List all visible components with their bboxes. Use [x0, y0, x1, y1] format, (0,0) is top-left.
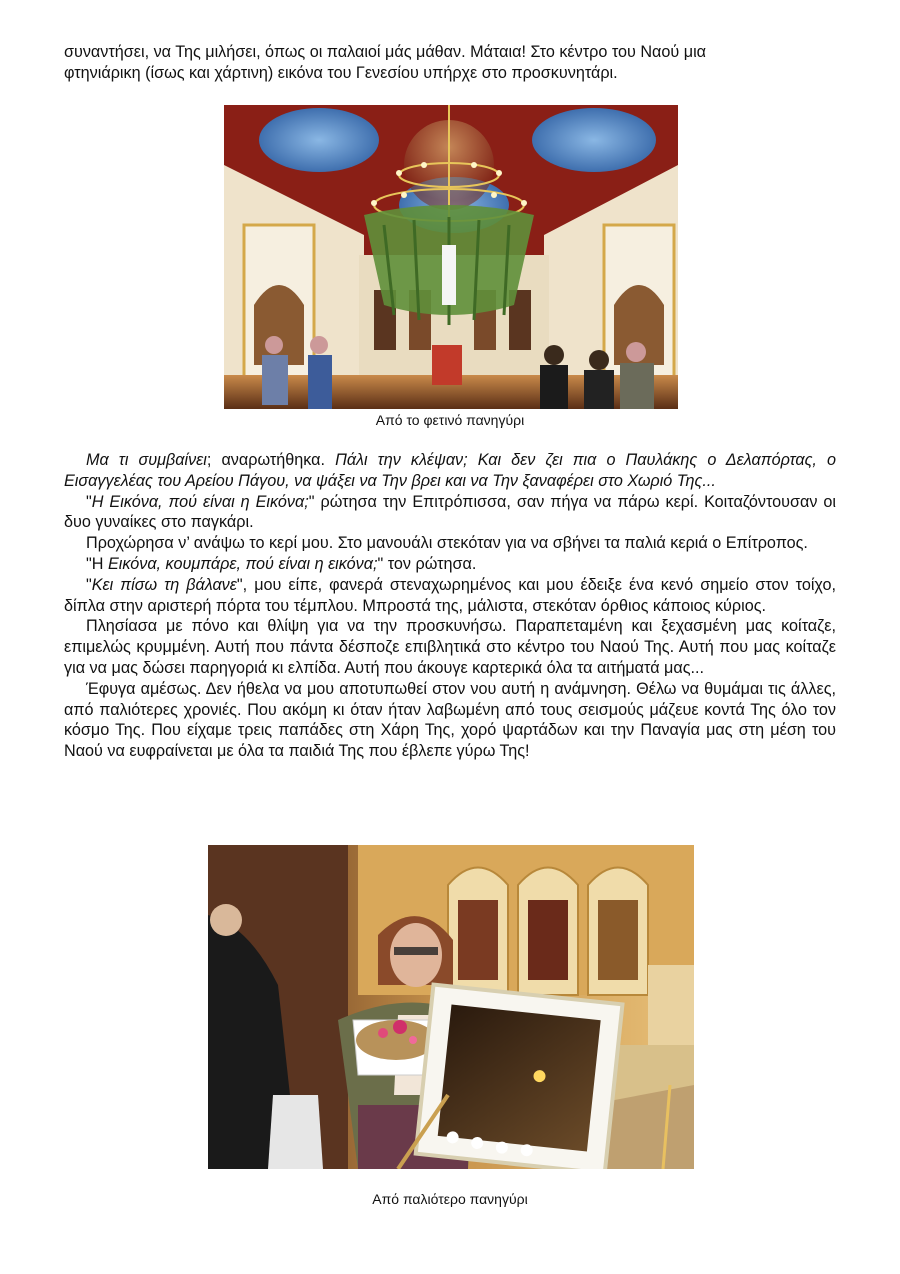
p4-italic-1: Εικόνα, κουμπάρε, πού είναι η εικόνα; — [107, 554, 378, 573]
p2-italic-1: Η Εικόνα, πού είναι η Εικόνα; — [91, 492, 309, 511]
p5-quote: " — [86, 575, 92, 594]
paragraph-5 — [64, 575, 836, 617]
paragraph-3: Προχώρησα ν’ ανάψω το κερί μου. Στο μανουάλι στεκόταν για να σβήνει τα παλιά κεριά ο Επίτροπος. — [86, 534, 808, 553]
intro-text — [64, 42, 836, 84]
p5-italic-1: Κει πίσω τη βάλανε — [91, 575, 237, 594]
p4-text-0: "Η — [86, 554, 108, 573]
paragraph-7: Έφυγα αμέσως. Δεν ήθελα να μου αποτυπωθεί στον νου αυτή η ανάμνηση. Θέλω να θυμάμαι τις άλλες, από παλιότερες χρονιές. Που ακόμη κι όταν ήταν λαβωμένη από τους σεισμούς μάζευε κοντά Της όλο τον κόσμο Της. Που είχαμε τρεις παπάδες στη Χάρη Της, χορό ψαρτάδων και την Παναγία μας στη μέση του Ναού να ευφραίνεται με όλα τα παιδιά Της που έβλεπε γύρω Της! — [64, 679, 836, 761]
p5-text-1: ", μου είπε, φανερά στεναχωρημένος και μου έδειξε ένα κενό σημείο στον τοίχο, δίπλα στην αριστερή πόρτα του τέμπλου. Μπροστά της, μάλιστα, στεκόταν όρθιος κάποιος κύριος. — [64, 575, 836, 615]
photo-2-caption: Από παλιότερο πανηγύρι — [372, 1191, 528, 1207]
intro-line-1: συναντήσει, να Της μιλήσει, όπως οι παλαιοί μάς μάθαν. Μάταια! Στο κέντρο του Ναού μια — [64, 43, 707, 61]
photo-1-caption: Από το φετινό πανηγύρι — [375, 412, 525, 428]
paragraph-2 — [64, 492, 836, 534]
intro-line-2: φτηνιάρικη (ίσως και χάρτινη) εικόνα του Γενεσίου υπήρχε στο προσκυνητάρι. — [64, 63, 618, 82]
paragraph-4 — [64, 554, 836, 575]
p2-quote: " — [86, 492, 92, 511]
p1-text-1: ; αναρωτήθηκα. — [206, 451, 336, 469]
p1-italic-2: Πάλι την κλέψαν; Και δεν ζει πια ο Παυλάκης ο Δελαπόρτας, ο Εισαγγελέας του Αρείου Πάγου, να ψάξει να Την βρει και να Την ξαναφέρει στο Χωριό Της... — [64, 451, 836, 490]
icon-festival-photo — [208, 845, 694, 1169]
paragraph-6: Πλησίασα με πόνο και θλίψη για να την προσκυνήσω. Παραπεταμένη και ξεχασμένη μας κοίταζε, επιμελώς κρυμμένη. Αυτή που πάντα δέσποζε επιβλητικά στο κέντρο του Ναού Της. Αυτή που μας κοίταζε για να μας δώσει παρηγοριά κι ελπίδα. Αυτή που άκουγε καρτερικά όλα τα αιτήματά μας... — [64, 617, 836, 677]
church-interior-photo — [224, 105, 678, 409]
p2-text-1: " ρώτησα την Επιτρόπισσα, σαν πήγα να πάρω κερί. Κοιταζόντουσαν οι δυο γυναίκες στο παγκάρι. — [64, 492, 837, 532]
paragraph-1 — [64, 450, 836, 492]
p1-italic-1: Μα τι συμβαίνει — [86, 451, 207, 469]
main-text — [64, 450, 836, 762]
p4-text-1: " τον ρώτησα. — [377, 554, 477, 573]
